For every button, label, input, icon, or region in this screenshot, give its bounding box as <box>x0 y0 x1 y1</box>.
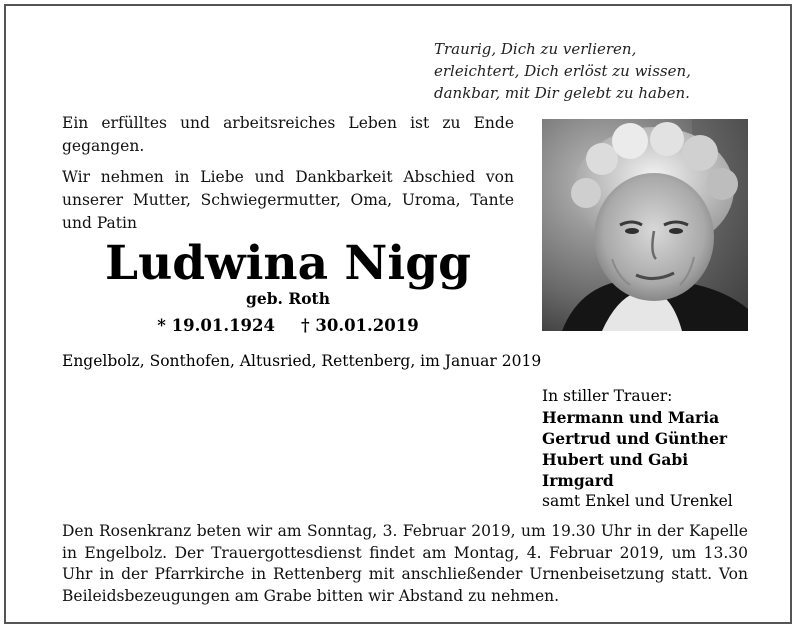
quote-line: dankbar, mit Dir gelebt zu haben. <box>434 84 690 102</box>
mourners-footer: samt Enkel und Urenkel <box>542 492 733 510</box>
intro-text <box>62 112 514 243</box>
mourner-name: Gertrud und Günther <box>542 429 728 448</box>
maiden-name: geb. Roth <box>246 289 330 308</box>
life-dates <box>62 314 514 338</box>
death-date: † 30.01.2019 <box>301 316 419 335</box>
intro-paragraph: Wir nehmen in Liebe und Dankbarkeit Abschied von unserer Mutter, Schwiegermutter, Oma, Uroma, Tante und Patin <box>62 168 514 232</box>
mourner-name: Irmgard <box>542 471 614 490</box>
memorial-quote <box>434 38 734 104</box>
deceased-name: Ludwina Nigg <box>105 236 471 291</box>
mourners-block <box>542 386 762 512</box>
mourners-heading: In stiller Trauer: <box>542 387 673 405</box>
service-announcement: Den Rosenkranz beten wir am Sonntag, 3. Februar 2019, um 19.30 Uhr in der Kapelle in Engelbolz. Der Trauergottesdienst findet am Montag, 4. Februar 2019, um 13.30 Uhr in der Pfarrkirche in Rettenberg mit anschließender Urnenbeisetzung statt. Von Beileidsbezeugungen am Grabe bitten wir Abstand zu nehmen. <box>62 522 748 605</box>
quote-line: Traurig, Dich zu verlieren, <box>434 40 637 58</box>
place-and-date: Engelbolz, Sonthofen, Altusried, Rettenberg, im Januar 2019 <box>62 352 542 370</box>
mourner-name: Hubert und Gabi <box>542 450 689 469</box>
quote-line: erleichtert, Dich erlöst zu wissen, <box>434 62 691 80</box>
mourner-name: Hermann und Maria <box>542 408 720 427</box>
intro-paragraph: Ein erfülltes und arbeitsreiches Leben ist zu Ende gegangen. <box>62 114 514 155</box>
portrait-photo <box>542 119 748 331</box>
birth-date: * 19.01.1924 <box>157 316 275 335</box>
obituary-frame <box>4 4 792 624</box>
